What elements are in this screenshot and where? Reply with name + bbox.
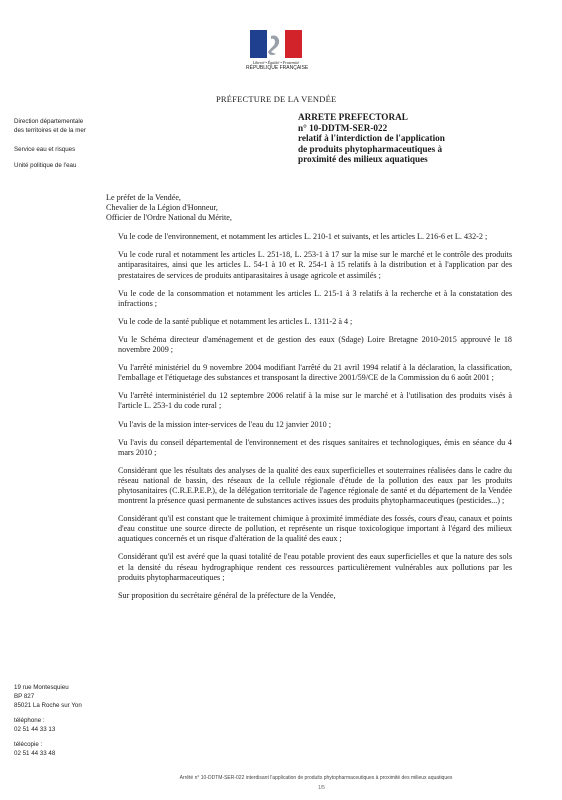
paragraph-sdage: Vu le Schéma directeur d'aménagement et de gestion des eaux (Sdage) Loire Bretagne 2010-2015 approuvé le 18 novembre 2009 ;: [118, 334, 512, 355]
paragraph-arrete-2004: Vu l'arrêté ministériel du 9 novembre 2004 modifiant l'arrêté du 21 avril 1994 relatif à la déclaration, la classification, l'emballage et l'étiquetage des substances et transposant la directive 2001/59/CE de la Commission du 6 août 2001 ;: [118, 363, 512, 383]
document-body: [106, 193, 512, 609]
paragraph-avis-conseil: Vu l'avis du conseil départemental de l'environnement et des risques sanitaires et technologiques, émis en séance du 4 mars 2010 ;: [118, 437, 512, 457]
address-line2: BP 827: [14, 693, 35, 700]
intro-line2: Chevalier de la Légion d'Honneur,: [106, 203, 218, 213]
tricolor-flag-icon: [250, 30, 302, 58]
sidebar-issuer: [14, 117, 86, 170]
prefect-intro: [106, 193, 512, 223]
telephone-number: 02 51 44 33 13: [14, 726, 56, 733]
paragraph-proposition: Sur proposition du secrétaire général de la préfecture de la Vendée,: [118, 590, 336, 600]
flag-white: [267, 30, 284, 58]
arrete-title: ARRETE PREFECTORAL: [298, 112, 408, 122]
paragraph-code-rural: Vu le code rural et notamment les articles L. 251-18, L. 253-1 à 17 sur la mise sur le marché et le contrôle des produits antiparasitaires, ainsi que les articles L. 54-1 à 10 et R. 254-1 à 15 relatifs à la distribution et à l'application par des prestataires de services de produits antiparasitaires à usage agricole et assimilés ;: [118, 250, 512, 280]
flag-red: [285, 30, 302, 58]
paragraph-considerant-traitement: Considérant qu'il est constant que le traitement chimique à proximité immédiate des fossés, cours d'eau, canaux et points d'eau constitue une source directe de pollution, et représente un risque toxicologique important à l'égard des milieux aquatiques concernés et un risque d'altération de la qualité des eaux ;: [118, 514, 512, 544]
page-number: 1/5: [318, 785, 325, 791]
arrete-subject-line1: relatif à l'interdiction de l'application: [298, 133, 445, 144]
fax-label: télécopie :: [14, 741, 43, 748]
paragraph-arrete-2006: Vu l'arrêté interministériel du 12 septembre 2006 relatif à la mise sur le marché et à l'utilisation des produits visés à l'article L. 253-1 du code rural ;: [118, 391, 512, 411]
sidebar-contact: [14, 683, 82, 758]
flag-blue: [250, 30, 267, 58]
intro-line3: Officier de l'Ordre National du Mérite,: [106, 213, 232, 223]
paragraph-considerant-eau-potable: Considérant qu'il est avéré que la quasi totalité de l'eau potable provient des eaux superficielles et que la nature des sols et la densité du réseau hydrographique rendent ces ressources particulièrement vulnérables aux pollutions par les produits phytopharmaceutiques ;: [118, 552, 512, 582]
republic-motto: Liberté • Égalité • Fraternité: [252, 60, 300, 65]
fax-number: 02 51 44 33 48: [14, 750, 56, 757]
arrete-subject-line2: de produits phytopharmaceutiques à: [298, 143, 443, 154]
unit-name: Unité politique de l'eau: [14, 162, 77, 169]
prefecture-title: PRÉFECTURE DE LA VENDÉE: [216, 94, 337, 104]
paragraph-avis-mission: Vu l'avis de la mission inter-services de l'eau du 12 janvier 2010 ;: [118, 419, 332, 429]
marianne-logo: [246, 30, 309, 76]
address-line3: 85021 La Roche sur Yon: [14, 702, 82, 709]
paragraph-code-environnement: Vu le code de l'environnement, et notamment les articles L. 210-1 et suivants, et les articles L. 216-6 et L. 432-2 ;: [118, 232, 488, 242]
service-name: Service eau et risques: [14, 146, 76, 153]
address-line1: 19 rue Montesquieu: [14, 684, 69, 691]
telephone-label: téléphone :: [14, 717, 45, 724]
arrete-header: [298, 112, 445, 165]
dept-line1: Direction départementale: [14, 118, 84, 125]
dept-line2: des territoires et de la mer: [14, 127, 86, 134]
arrete-subject-line3: proximité des milieux aquatiques: [298, 154, 428, 165]
page-footer: Arrêté n° 10-DDTM-SER-022 interdisant l'application de produits phytopharmaceutiques à proximité des milieux aquatiques: [179, 775, 453, 781]
paragraph-code-consommation: Vu le code de la consommation et notamment les articles L. 215-1 à 3 relatifs à la recherche et à la constatation des infractions ;: [118, 288, 512, 308]
arrete-number: n° 10-DDTM-SER-022: [298, 122, 388, 133]
paragraph-considerant-analyses: Considérant que les résultats des analyses de la qualité des eaux superficielles et souterraines réalisées dans le cadre du réseau national de bassin, des réseaux de la cellule régionale d'étude de la pollution des eaux par les produits phytosanitaires (C.R.E.P.E.P.), de la délégation territoriale de l'agence régionale de santé et du département de la Vendée montrent la présence quasi permanente de substances actives issues des produits phytopharmaceutiques (pesticides...) ;: [118, 465, 512, 506]
republic-name: RÉPUBLIQUE FRANÇAISE: [246, 65, 309, 71]
paragraph-code-sante: Vu le code de la santé publique et notamment les articles L. 1311-2 à 4 ;: [118, 316, 353, 326]
intro-line1: Le préfet de la Vendée,: [106, 193, 181, 202]
